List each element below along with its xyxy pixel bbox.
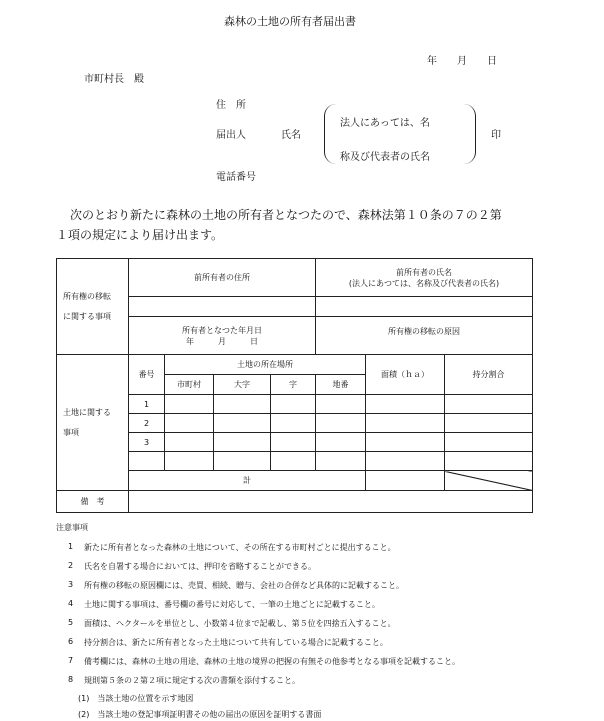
- note-number: 4: [68, 599, 74, 608]
- phone-label: 電話番号: [216, 172, 256, 183]
- address-label: 住 所: [216, 100, 246, 111]
- aza-cell[interactable]: [271, 433, 316, 452]
- area-cell[interactable]: [366, 452, 445, 471]
- corp-note-line1: 法人にあっては、名: [340, 118, 430, 129]
- location-header: 土地の所在場所: [165, 355, 366, 375]
- form-table: [56, 258, 533, 513]
- row-number: 1: [129, 395, 165, 414]
- chiban-cell[interactable]: [316, 452, 366, 471]
- note-text: 備考欄には、森林の土地の用途、森林の土地の境界の把握の有無その他参考となる事項を記載すること。: [84, 657, 460, 666]
- note-number: 7: [68, 656, 74, 665]
- area-cell[interactable]: [366, 433, 445, 452]
- note-text: 土地に関する事項は、番号欄の番号に対応して、一筆の土地ごとに記載すること。: [84, 600, 380, 609]
- acquired-date-cell[interactable]: 所有者となつた年月日 年 月 日: [129, 317, 316, 355]
- oaza-cell[interactable]: [214, 452, 271, 471]
- oaza-cell[interactable]: [214, 414, 271, 433]
- prev-owner-name-header: 前所有者の氏名 (法人にあつては、名称及び代表者の氏名): [316, 259, 533, 297]
- corp-note-line2: 称及び代表者の氏名: [340, 152, 430, 163]
- note-number: 5: [68, 618, 74, 627]
- aza-cell[interactable]: [271, 395, 316, 414]
- prev-owner-address-field[interactable]: [129, 297, 316, 317]
- note-text: 氏名を自署する場合においては、押印を省略することができる。: [84, 562, 316, 571]
- city-cell[interactable]: [165, 452, 214, 471]
- remarks-field[interactable]: [129, 491, 533, 513]
- area-cell[interactable]: [366, 395, 445, 414]
- chiban-cell[interactable]: [316, 395, 366, 414]
- applicant-label: 届出人: [216, 130, 246, 141]
- seal-mark: 印: [491, 130, 501, 141]
- note-number: 1: [68, 542, 74, 551]
- city-cell[interactable]: [165, 395, 214, 414]
- city-cell[interactable]: [165, 414, 214, 433]
- area-cell[interactable]: [366, 414, 445, 433]
- prev-owner-address-header: 前所有者の住所: [129, 259, 316, 297]
- note-number: 3: [68, 580, 74, 589]
- city-header: 市町村: [165, 375, 214, 395]
- notes-title: 注意事項: [56, 523, 88, 532]
- oaza-cell[interactable]: [214, 395, 271, 414]
- chiban-header: 地番: [316, 375, 366, 395]
- note-text: 面積は、ヘクタールを単位とし、小数第４位まで記載し、第５位を四捨五入すること。: [84, 619, 396, 628]
- share-header: 持分割合: [445, 355, 533, 395]
- oaza-cell[interactable]: [214, 433, 271, 452]
- row-number: 2: [129, 414, 165, 433]
- chiban-cell[interactable]: [316, 414, 366, 433]
- name-label: 氏名: [281, 130, 301, 141]
- attachment-item: (2) 当該土地の登記事項証明書その他の届出の原因を証明する書面: [78, 710, 322, 719]
- share-cell[interactable]: [445, 414, 533, 433]
- aza-cell[interactable]: [271, 414, 316, 433]
- share-cell[interactable]: [445, 452, 533, 471]
- addressee: 市町村長 殿: [84, 74, 144, 85]
- note-number: 8: [68, 675, 74, 684]
- city-cell[interactable]: [165, 433, 214, 452]
- note-text: 新たに所有者となった森林の土地について、その所在する市町村ごとに提出すること。: [84, 543, 396, 552]
- note-number: 6: [68, 637, 74, 646]
- note-text: 持分割合は、新たに所有者となった土地について共有している場合に記載すること。: [84, 638, 388, 647]
- total-share-cell: [445, 471, 533, 491]
- aza-header: 字: [271, 375, 316, 395]
- note-text: 規則第５条の２第２項に規定する次の書類を添付すること。: [84, 676, 300, 685]
- body-text-line2: １項の規定により届け出ます。: [56, 228, 224, 242]
- share-cell[interactable]: [445, 395, 533, 414]
- number-header: 番号: [129, 355, 165, 395]
- land-section-label: 土地に関する 事項: [57, 355, 129, 491]
- transfer-cause-cell[interactable]: 所有権の移転の原因: [316, 317, 533, 355]
- note-text: 所有権の移転の原因欄には、売買、相続、贈与、会社の合併など具体的に記載すること。: [84, 581, 404, 590]
- remarks-label: 備 考: [57, 491, 129, 513]
- attachment-item: (1) 当該土地の位置を示す地図: [78, 694, 194, 703]
- prev-owner-name-field[interactable]: [316, 297, 533, 317]
- total-label: 計: [129, 471, 366, 491]
- note-number: 2: [68, 561, 74, 570]
- aza-cell[interactable]: [271, 452, 316, 471]
- date-line: 年 月 日: [427, 56, 497, 67]
- row-number: [129, 452, 165, 471]
- oaza-header: 大字: [214, 375, 271, 395]
- row-number: 3: [129, 433, 165, 452]
- transfer-section-label: 所有権の移転 に関する事項: [57, 259, 129, 355]
- chiban-cell[interactable]: [316, 433, 366, 452]
- share-cell[interactable]: [445, 433, 533, 452]
- form-title: 森林の土地の所有者届出書: [224, 15, 356, 28]
- area-header: 面積（ｈａ）: [366, 355, 445, 395]
- body-text-line1: 次のとおり新たに森林の土地の所有者となつたので、森林法第１０条の７の２第: [70, 208, 502, 222]
- total-area-cell[interactable]: [366, 471, 445, 491]
